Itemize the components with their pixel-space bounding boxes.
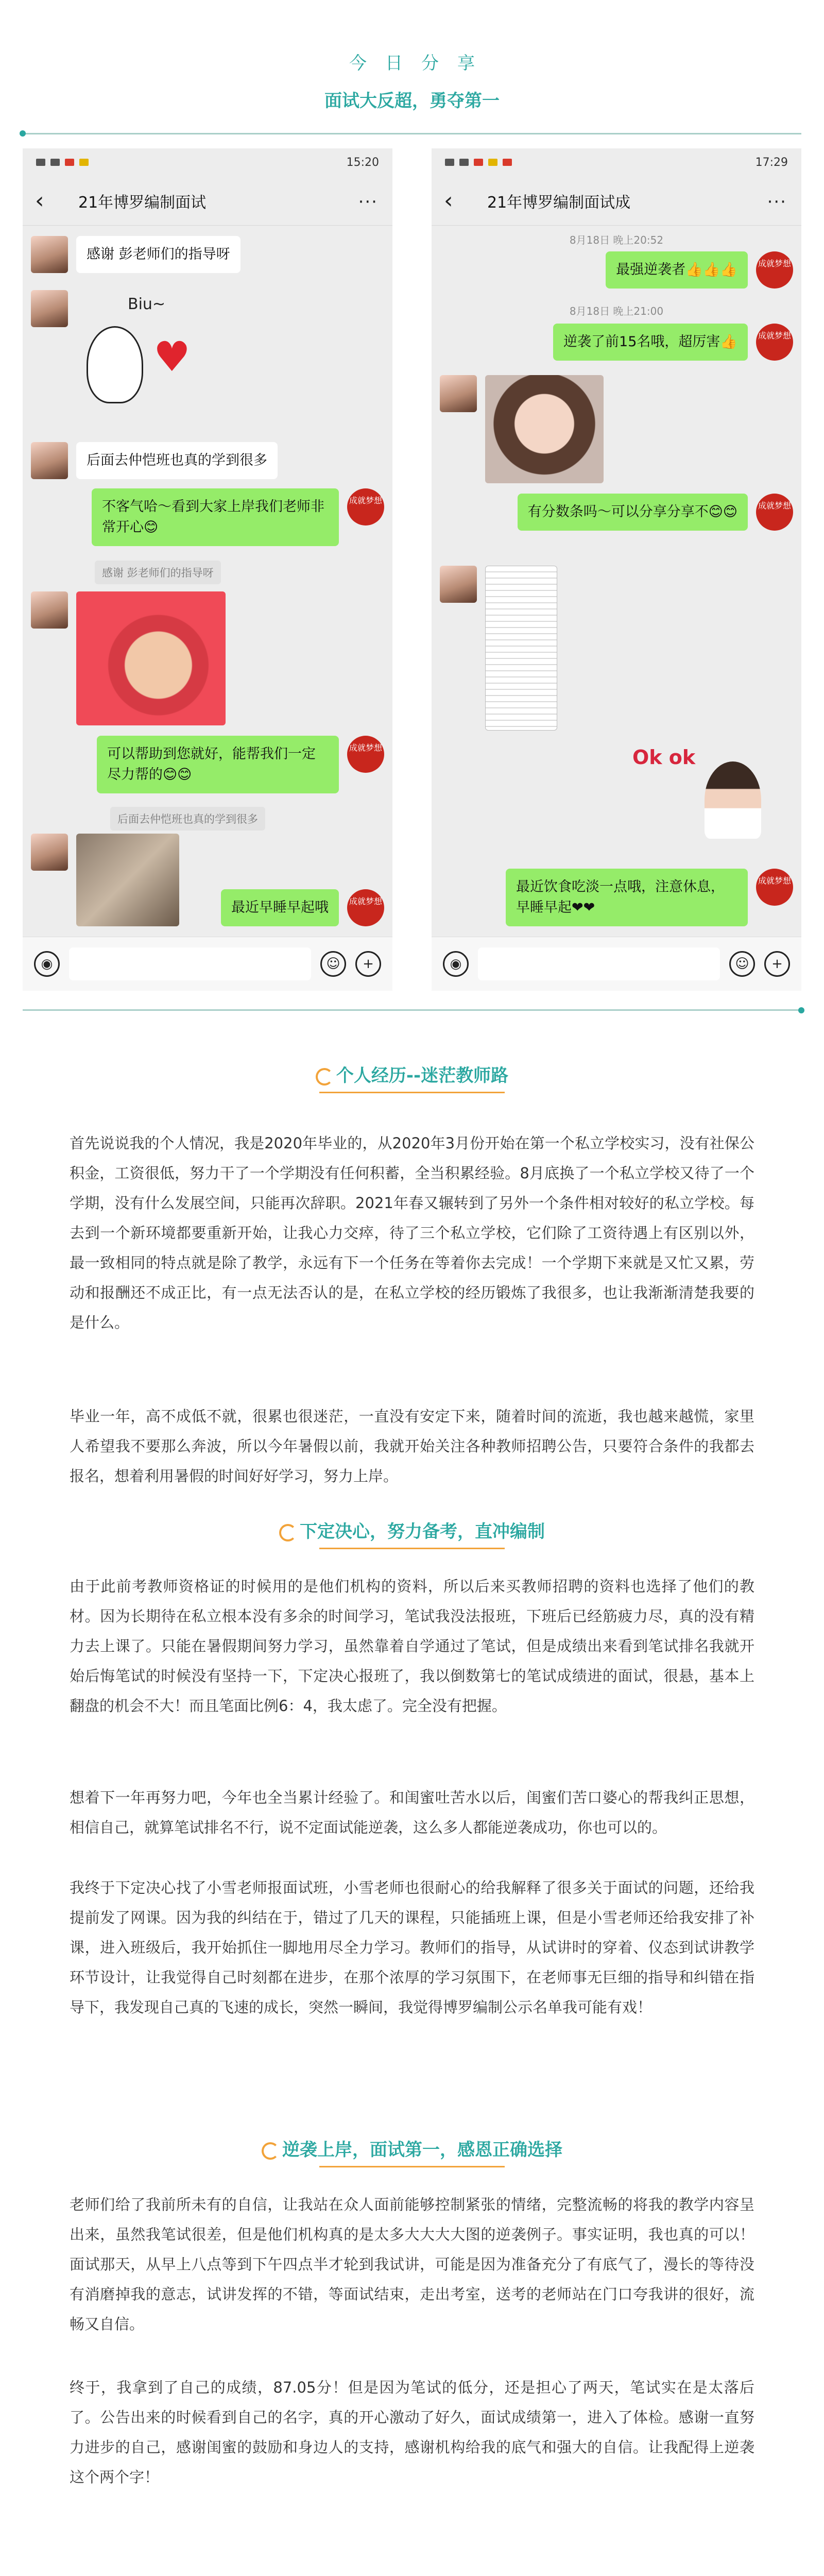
status-time: 17:29	[755, 156, 788, 169]
avatar[interactable]	[440, 566, 477, 603]
chat-input-bar	[23, 937, 392, 991]
chat-message	[31, 442, 278, 479]
section-heading: 个人经历--迷茫教师路	[0, 1061, 824, 1093]
sticker-text: Ok ok	[632, 746, 696, 769]
photo-image[interactable]	[76, 591, 226, 725]
chat-message	[97, 736, 384, 793]
avatar-stamp[interactable]: 成就梦想	[756, 251, 793, 289]
avatar[interactable]	[31, 442, 68, 479]
emoji-icon[interactable]: ☺	[320, 951, 346, 977]
girl-figure-icon	[705, 761, 761, 839]
chat-message	[518, 494, 793, 531]
frame-dot-icon	[20, 130, 26, 137]
score-sheet-image[interactable]	[485, 566, 557, 731]
chat-screenshots	[23, 133, 801, 1011]
phone-screenshot-right	[432, 148, 801, 991]
chat-message	[31, 236, 241, 273]
chat-message	[31, 290, 210, 414]
chat-message	[31, 591, 226, 725]
wifi-icon	[459, 159, 469, 166]
page-subtitle: 面试大反超，勇夺第一	[324, 91, 500, 111]
avatar-stamp[interactable]: 成就梦想	[347, 889, 384, 926]
message-bubble: 最近饮食吃淡一点哦，注意休息，早睡早起❤❤	[506, 869, 748, 926]
status-time: 15:20	[346, 156, 379, 169]
sticker-image[interactable]	[485, 375, 604, 483]
quoted-message: 后面去仲恺班也真的学到很多	[110, 807, 265, 831]
emoji-icon[interactable]: ☺	[729, 951, 755, 977]
plus-icon[interactable]: +	[764, 951, 790, 977]
cartoon-figure-icon	[87, 326, 143, 403]
paragraph: 由于此前考教师资格证的时候用的是他们机构的资料，所以后来买教师招聘的资料也选择了他们的教材。因为长期待在私立根本没有多余的时间学习，笔试我没法报班，下班后已经筋疲力尽，真的没有精力去上课了。只能在暑假期间努力学习，虽然靠着自学通过了笔试，但是成绩出来看到笔试排名我就开始后悔笔试的时候没有坚持一下，下定决心报班了，我以倒数第七的笔试成绩进的面试，很悬，基本上翻盘的机会不大！而且笔面比例6：4，我太虑了。完全没有把握。	[70, 1578, 754, 1715]
status-bar	[432, 148, 801, 176]
app-notification-icon	[65, 159, 74, 166]
avatar-stamp[interactable]: 成就梦想	[347, 488, 384, 526]
avatar-stamp[interactable]: 成就梦想	[756, 869, 793, 906]
page-header	[0, 0, 824, 118]
swirl-icon	[279, 1524, 297, 1541]
frame-line-bottom	[23, 1009, 801, 1011]
avatar-stamp[interactable]: 成就梦想	[347, 736, 384, 773]
chat-message	[606, 251, 793, 289]
app-notification-icon	[503, 159, 512, 166]
plus-icon[interactable]: +	[355, 951, 381, 977]
swirl-icon	[262, 2142, 279, 2160]
page-title: 今日分享	[349, 53, 493, 74]
chat-navbar	[23, 176, 392, 226]
quoted-message: 感谢 彭老师们的指导呀	[95, 561, 221, 584]
chat-message	[440, 375, 604, 483]
paragraph: 终于，我拿到了自己的成绩，87.05分！但是因为笔试的低分，还是担心了两天，笔试实在是太落后了。公告出来的时候看到自己的名字，真的开心激动了好久，面试成绩第一，进入了体检。感谢一直努力进步的自己，感谢闺蜜的鼓励和身边人的支持，感谢机构给我的底气和强大的自信。让我配得上逆袭这个两个字！	[70, 2379, 754, 2486]
heading-underline	[319, 1092, 505, 1093]
chat-title: 21年博罗编制面试	[78, 193, 207, 212]
paragraph: 老师们给了我前所未有的自信，让我站在众人面前能够控制紧张的情绪，完整流畅的将我的教学内容呈出来，虽然我笔试很差，但是他们机构真的是太多大大大大图的逆袭例子。事实证明，我也真的可以！面试那天，从早上八点等到下午四点半才轮到我试讲，可能是因为准备充分了有底气了，漫长的等待没有消磨掉我的意志，试讲发挥的不错，等面试结束，走出考室，送考的老师站在门口夸我讲的很好，流畅又自信。	[70, 2196, 754, 2333]
signal-icon	[445, 159, 454, 166]
paragraph: 我终于下定决心找了小雪老师报面试班，小雪老师也很耐心的给我解释了很多关于面试的问题，还给我提前发了网课。因为我的纠结在于，错过了几天的课程，只能插班上课，但是小雪老师还给我安排了补课，进入班级后，我开始抓住一脚地用尽全力学习。教师们的指导，从试讲时的穿着、仪态到试讲教学环节设计，让我觉得自己时刻都在进步，在那个浓厚的学习氛围下，在老师事无巨细的指导和纠错在指导下，我发现自己真的飞速的成长，突然一瞬间，我觉得博罗编制公示名单我可能有戏！	[70, 1879, 754, 2016]
heading-underline	[319, 1548, 505, 1549]
message-bubble: 后面去仲恺班也真的学到很多	[76, 442, 278, 479]
section-heading: 逆袭上岸，面试第一，感恩正确选择	[0, 2136, 824, 2167]
chat-navbar	[432, 176, 801, 226]
message-bubble: 最强逆袭者👍👍👍	[606, 251, 748, 289]
back-arrow-icon[interactable]: ‹	[35, 188, 44, 214]
frame-line-top	[23, 133, 801, 134]
status-bar	[23, 148, 392, 176]
sticker-image	[76, 290, 210, 414]
avatar[interactable]	[31, 591, 68, 629]
message-bubble: 可以帮助到您就好，能帮我们一定尽力帮的😊😊	[97, 736, 339, 793]
message-bubble: 最近早睡早起哦	[221, 889, 339, 926]
signal-icon	[36, 159, 45, 166]
chat-message	[221, 889, 384, 926]
avatar-stamp[interactable]: 成就梦想	[756, 324, 793, 361]
chat-message	[440, 566, 557, 731]
paragraph: 毕业一年，高不成低不就，很累也很迷茫，一直没有安定下来，随着时间的流逝，我也越来越慌，家里人希望我不要那么奔波，所以今年暑假以前，我就开始关注各种教师招聘公告，只要符合条件的我都去报名，想着利用暑假的时间好好学习，努力上岸。	[70, 1408, 754, 1485]
chat-area	[23, 226, 392, 937]
frame-dot-icon	[798, 1007, 804, 1013]
chat-input-bar	[432, 937, 801, 991]
photo-image[interactable]	[76, 834, 179, 926]
app-notification-icon	[79, 159, 89, 166]
avatar[interactable]	[31, 236, 68, 273]
heart-icon: ♥	[153, 333, 191, 381]
more-options-icon[interactable]: ···	[767, 192, 787, 212]
chat-title: 21年博罗编制面试成	[487, 193, 631, 212]
avatar[interactable]	[31, 290, 68, 327]
avatar[interactable]	[31, 834, 68, 871]
heading-underline	[319, 2166, 505, 2167]
app-notification-icon	[488, 159, 497, 166]
message-bubble: 不客气哈～看到大家上岸我们老师非常开心😊	[92, 488, 339, 546]
message-bubble: 逆袭了前15名哦，超厉害👍	[553, 324, 748, 361]
message-timestamp: 8月18日 晚上21:00	[569, 305, 664, 317]
swirl-icon	[316, 1068, 333, 1086]
chat-message	[627, 741, 782, 844]
phone-screenshot-left	[23, 148, 392, 991]
chat-area	[432, 226, 801, 937]
message-input[interactable]	[69, 947, 311, 980]
back-arrow-icon[interactable]: ‹	[444, 188, 453, 214]
chat-message	[553, 324, 793, 361]
wifi-icon	[50, 159, 60, 166]
message-bubble: 感谢 彭老师们的指导呀	[76, 236, 241, 273]
avatar-stamp[interactable]: 成就梦想	[756, 494, 793, 531]
sticker-image	[627, 741, 782, 844]
chat-message	[31, 834, 179, 926]
paragraph: 想着下一年再努力吧，今年也全当累计经验了。和闺蜜吐苦水以后，闺蜜们苦口婆心的帮我纠正思想，相信自己，就算笔试排名不行，说不定面试能逆袭，这么多人都能逆袭成功，你也可以的。	[70, 1789, 754, 1836]
voice-icon[interactable]: ◉	[443, 951, 469, 977]
message-timestamp: 8月18日 晚上20:52	[569, 234, 664, 246]
sticker-text: Biu~	[128, 295, 166, 313]
more-options-icon[interactable]: ···	[358, 192, 378, 212]
chat-message	[506, 869, 793, 926]
section-heading: 下定决心，努力备考，直冲编制	[0, 1517, 824, 1549]
chat-message	[92, 488, 384, 546]
message-input[interactable]	[478, 947, 720, 980]
avatar[interactable]	[440, 375, 477, 412]
message-bubble: 有分数条吗～可以分享分享不😊😊	[518, 494, 748, 531]
app-notification-icon	[474, 159, 483, 166]
paragraph: 首先说说我的个人情况，我是2020年毕业的，从2020年3月份开始在第一个私立学校实习，没有社保公积金，工资很低，努力干了一个学期没有任何积蓄，全当积累经验。8月底换了一个私立学校又待了一个学期，没有什么发展空间，只能再次辞职。2021年春又辗转到了另外一个条件相对较好的私立学校。每去到一个新环境都要重新开始，让我心力交瘁，待了三个私立学校，它们除了工资待遇上有区别以外，最一致相同的特点就是除了教学，永远有下一个任务在等着你去完成！一个学期下来就是又忙又累，劳动和报酬还不成正比，有一点无法否认的是，在私立学校的经历锻炼了我很多，也让我渐渐清楚我要的是什么。	[70, 1134, 754, 1331]
voice-icon[interactable]: ◉	[34, 951, 60, 977]
